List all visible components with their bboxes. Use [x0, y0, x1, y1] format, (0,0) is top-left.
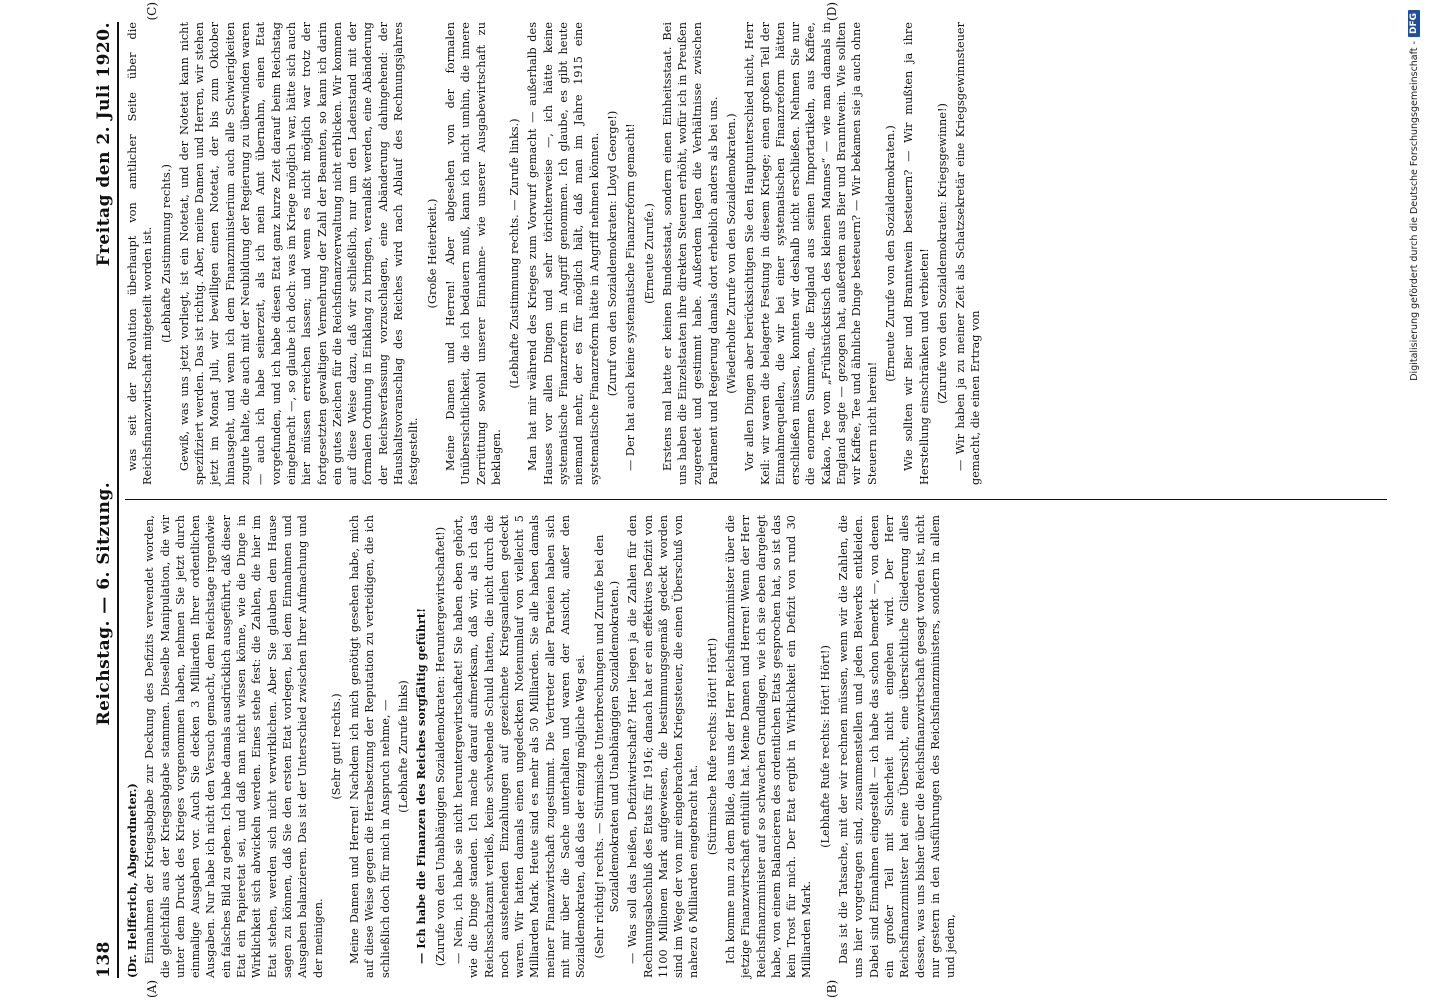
- interjection: (Sehr richtig! rechts. — Stürmische Unterbrechungen und Zurufe bei den Sozialdemokraten und Unabhängigen Sozialdemokraten.): [592, 534, 621, 959]
- right-column: [125, 2, 1387, 485]
- dfg-logo: DFG: [1408, 10, 1420, 37]
- paragraph: Meine Damen und Herren! Aber abgesehen von der formalen Unübersichtlichkeit, die ich bedauern muß, kann ich nicht umhin, die innere Zerrüttung sowohl unserer Einnahme- wie unserer Ausgabewirtschaft zu beklagen.: [443, 22, 503, 485]
- document-page: [80, 0, 1420, 1000]
- paragraph: Wie sollten wir Bier und Branntwein besteuern? — Wir mußten ja ihre Herstellung einschränken und verbieten!: [902, 22, 931, 485]
- paragraph: was seit der Revolution überhaupt von amtlicher Seite über die Reichsfinanzwirtschaft mitgeteilt worden ist.: [126, 22, 155, 485]
- interjection: (Lebhafte Zustimmung rechts.): [159, 164, 173, 343]
- paragraph: — Ich habe die Finanzen des Reiches sorgfältig geführt!: [414, 607, 429, 964]
- speaker-label: (Dr. Helfferich, Abgeordneter.): [125, 783, 139, 978]
- column-divider: [125, 499, 1387, 500]
- interjection: (Lebhafte Zurufe links): [397, 680, 411, 813]
- page-header: [94, 22, 119, 978]
- margin-marker-c: (C): [145, 2, 159, 21]
- interjection: (Stürmische Rufe rechts: Hört! Hört!): [705, 637, 719, 856]
- credit-text: Digitalisierung gefördert durch die Deutsche Forschungsgemeinschaft -: [1408, 41, 1420, 381]
- paragraph: — Was soll das heißen, Defizitwirtschaft? Hier liegen ja die Zahlen für den Rechnungsabschluß des Etats für 1916; danach hat er ein effektives Defizit von 1100 Millionen Mark aufgewiesen, die bestimmungsgemäß gedeckt worden sind im Wege der von mir eingebrachten Kriegssteuer, die einen Überschuß von nahezu 6 Milliarden eingebracht hat.: [626, 515, 701, 978]
- interjection: (Lebhafte Rufe rechts: Hört! Hört!): [818, 645, 832, 848]
- interjection: (Erneute Zurufe.): [642, 203, 656, 304]
- session-title: Reichstag. — 6. Sitzung.: [94, 481, 114, 726]
- page-number: 138: [94, 941, 114, 978]
- text-columns: [125, 2, 1387, 998]
- left-column: [125, 515, 1387, 998]
- paragraph: Vor allen Dingen aber berücksichtigen Sie den Hauptunterschied nicht, Herr Keil: wir waren die belagerte Festung in diesem Kriege; einen großen Teil der Einnahmequellen, die wir bei einer systematischen Finanzreform hätten erschließen müssen, konnten wir deshalb nicht erschließen. Nehmen Sie nur die enormen Summen, die England aus seinen Importartikeln, aus Kaffee, Kakao, Tee vom „Frühstückstisch des kleinen Mannes“ — wie man damals in England sagte — gezogen hat, außerdem aus Bier und Branntwein. Wie sollten wir Kaffee, Tee und ähnliche Dinge besteuern? — Wir bekamen sie ja auch ohne Steuern nicht herein!: [743, 22, 879, 485]
- interjection: (Erneute Zurufe von den Sozialdemokraten.): [883, 125, 897, 382]
- session-date: Freitag den 2. Juli 1920.: [94, 22, 114, 267]
- interjection: (Große Heiterkeit.): [425, 198, 439, 309]
- interjection: (Wiederholte Zurufe von den Sozialdemokraten.): [724, 113, 738, 394]
- paragraph: Einnahmen der Kriegsabgabe zur Deckung des Defizits verwendet worden, die gleichfalls aus der Kriegsabgabe stammen. Dieselbe Manipulation, die wir unter dem Druck des Krieges vorgenommen haben, nehmen Sie jetzt durch einmalige Ausgaben vor. Auch Sie decken 3 Milliarden Ihrer ordentlichen Ausgaben. Nur habe ich nicht den Versuch gemacht, dem Reichstage irgendwie ein falsches Bild zu geben. Ich habe damals ausdrücklich ausgeführt, daß dieser Etat ein Papieretat sei, und daß man nicht wissen könne, wie die Dinge in Wirklichkeit sich abwickeln werden. Eines stehe fest: die Zahlen, die hier im Etat stehen, werden sich nicht verwirklichen. Aber Sie glauben dem Hause sagen zu können, daß Sie den ersten Etat vorlegen, bei dem Einnahmen und Ausgaben balanzieren. Das ist der Unterschied zwischen Ihrer Aufmachung und der meinigen.: [143, 515, 325, 978]
- interjection: (Zurufe von den Unabhängigen Sozialdemokraten: Heruntergewirtschaftet!): [433, 526, 447, 967]
- margin-marker-a: (A): [145, 979, 159, 998]
- paragraph: Man hat mir während des Krieges zum Vorwurf gemacht — außerhalb des Hauses vor allen Dingen und sehr törichterweise —, ich hätte keine systematische Finanzreform in Angriff genommen. Ich glaube, es gibt heute niemand mehr, der es für möglich hält, daß man im Jahre 1915 eine systematische Finanzreform hätte in Angriff nehmen können.: [526, 22, 601, 485]
- interjection: (Zuruf von den Sozialdemokraten: Lloyd George!): [605, 110, 619, 397]
- paragraph: — Der hat auch keine systematische Finanzreform gemacht!: [624, 123, 638, 471]
- paragraph: Erstens mal hatte er keinen Bundesstaat, sondern einen Einheitsstaat. Bei uns haben die Einzelstaaten ihre direkten Steuern erhöht, wofür ich in Preußen zugeredet und gestimmt habe. Außerdem lagen die Verhältnisse zwischen Parlament und Regierung damals dort erheblich anders als bei uns.: [660, 22, 720, 485]
- margin-marker-b: (B): [825, 979, 839, 998]
- paragraph: Meine Damen und Herren! Nachdem ich mich genötigt gesehen habe, mich auf diese Weise gegen die Herabsetzung der Reputation zu verteidigen, die ich schließlich doch für mich in Anspruch nehme, —: [348, 515, 392, 978]
- paragraph: Ich komme nun zu dem Bilde, das uns der Herr Reichsfinanzminister über die jetzige Finanzwirtschaft enthüllt hat. Meine Damen und Herren! Wenn der Herr Reichsfinanzminister auf so schwachen Grundlagen, wie ich sie eben dargelegt habe, von einem Balancieren des ordentlichen Etats gesprochen hat, so ist das kein Trost für mich. Der Etat ergibt in Wirklichkeit ein Defizit von rund 30 Milliarden Mark.: [723, 515, 814, 978]
- interjection: (Lebhafte Zustimmung rechts. — Zurufe links.): [508, 118, 522, 389]
- interjection: (Zurufe von den Sozialdemokraten: Kriegsgewinne!): [935, 103, 949, 404]
- paragraph: — Wir haben ja zu meiner Zeit als Schatzsekretär eine Kriegsgewinnsteuer gemacht, die einen Ertrag von: [954, 22, 983, 485]
- paragraph: Gewiß, was uns jetzt vorliegt, ist ein Notetat, und der Notetat kann nicht spezifiziert werden. Das ist richtig. Aber, meine Damen und Herren, wir stehen jetzt im Monat Juli, wir bewilligen einen Notetat, der bis zum Oktober hinausgeht, und wenn ich dem Finanzministerium auch alle Schwierigkeiten zugute halte, die auch mit der Neubildung der Regierung zu überwinden waren — auch ich habe seinerzeit, als ich mein Amt übernahm, einen Etat vorgefunden, und ich habe diesen Etat ganz kurze Zeit darauf beim Reichstag eingebracht —, so glaube ich doch: was im Kriege möglich war, hätte sich auch hier müssen erreichen lassen; und wenn es nicht möglich war trotz der fortgesetzten gewaltigen Vermehrung der Zahl der Beamten, so kann ich darin ein gutes Zeichen für die Reichsfinanzverwaltung nicht erblicken. Wir kommen auf diese Weise dazu, daß wir schließlich, nur um den Ladenstand mit der formalen Ordnung in Einklang zu bringen, veranlaßt werden, eine Abänderung der Reichsverfassung vorzuschlagen, eine Abänderung dahingehend: der Haushaltsvoranschlag des Reiches wird nach Ablauf des Rechnungsjahres festgestellt.: [177, 22, 421, 485]
- paragraph: — Nein, ich habe sie nicht heruntergewirtschaftet! Sie haben eben gehört, wie die Dinge standen. Ich mache darauf aufmerksam, daß wir, als ich das Reichsschatzamt verließ, keine schwebende Schuld hatten, die nicht durch die noch ausstehenden Einzahlungen auf gezeichnete Kriegsanleihen gedeckt waren. Wir hatten damals einen ungedeckten Notenumlauf von vielleicht 5 Milliarden Mark. Heute sind es mehr als 50 Milliarden. Sie alle haben damals meiner Finanzwirtschaft zugestimmt. Die Vertreter aller Parteien haben sich mit mir über die Sache unterhalten und waren der Ansicht, außer den Sozialdemokraten, daß das der einzig mögliche Weg sei.: [451, 515, 588, 978]
- digitization-credit: [1400, 10, 1428, 990]
- paragraph: Das ist die Tatsache, mit der wir rechnen müssen, wenn wir die Zahlen, die uns hier vorgetragen sind, zusammenstellen und jeden Beiwerks entkleiden. Dabei sind Einnahmen eingestellt — ich habe das schon bemerkt —, von denen ein großer Teil mit Sicherheit nicht eingehen wird. Der Herr Reichsfinanzminister hat eine Übersicht, eine übersichtliche Gliederung alles dessen, was uns bisher über die Reichsfinanzwirtschaft gesagt worden ist, nicht nur gestern in den Ausführungen des Reichsfinanzministers, sondern in allem und jedem,: [837, 515, 958, 978]
- margin-marker-d: (D): [825, 2, 839, 21]
- interjection: (Sehr gut! rechts.): [329, 693, 343, 800]
